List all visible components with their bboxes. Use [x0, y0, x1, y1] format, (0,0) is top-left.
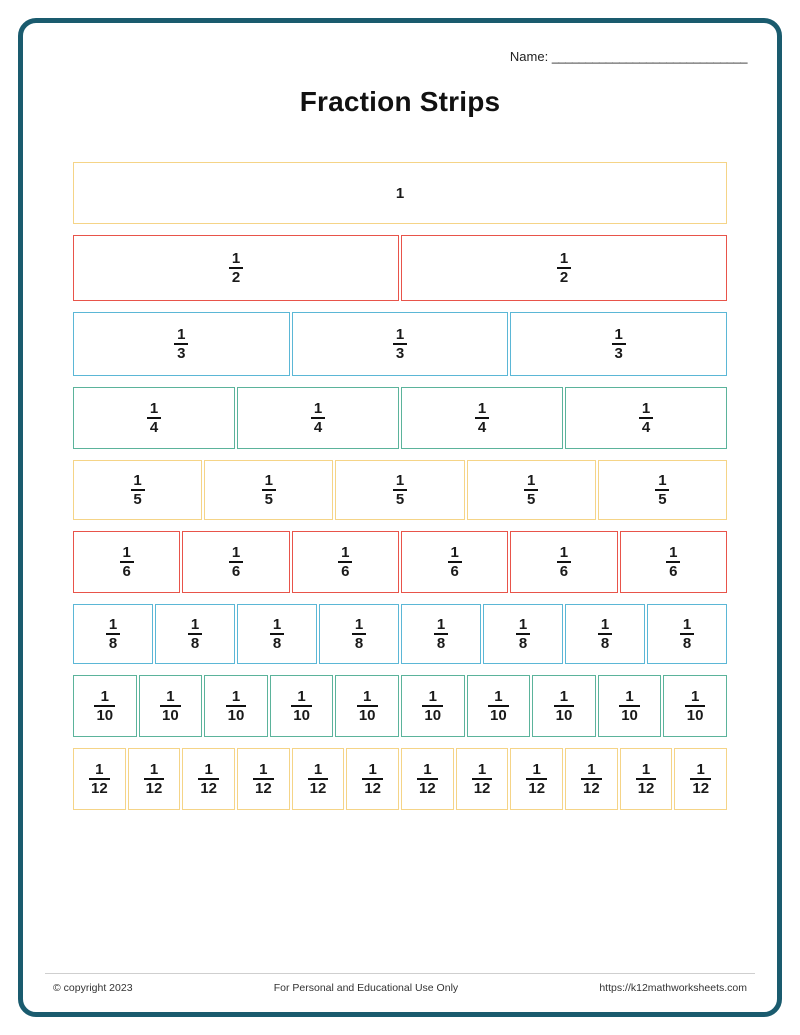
fraction-numerator: 1 [527, 471, 536, 489]
fraction-numerator: 1 [133, 471, 142, 489]
fraction-strip-cell [204, 460, 333, 520]
fraction-strip-cell [73, 235, 399, 301]
fraction-strip-cell [73, 312, 290, 376]
fraction-label [253, 762, 274, 796]
fraction-denominator: 8 [272, 634, 282, 652]
fraction-label [89, 762, 110, 796]
fraction-strip-row [73, 531, 727, 593]
fraction-numerator: 1 [428, 687, 437, 705]
fraction-denominator: 8 [108, 634, 118, 652]
fraction-label [362, 762, 383, 796]
fraction-strip-cell [401, 531, 508, 593]
worksheet-border [18, 18, 782, 1017]
fraction-strip-cell [565, 387, 727, 449]
fraction-strip-cell [565, 748, 618, 810]
fraction-denominator: 10 [424, 706, 442, 724]
fraction-label [131, 473, 145, 507]
fraction-strip-cell [73, 162, 727, 224]
fraction-label [357, 689, 378, 723]
fraction-numerator: 1 [641, 760, 651, 778]
fraction-numerator: 1 [477, 399, 487, 417]
footer-usage-note: For Personal and Educational Use Only [273, 982, 459, 994]
fraction-strip-cell [483, 604, 563, 664]
fraction-denominator: 10 [96, 706, 114, 724]
fraction-strip-cell [292, 748, 345, 810]
fraction-label [636, 762, 657, 796]
fraction-strip-cell [204, 675, 268, 737]
fraction-label [488, 689, 509, 723]
fraction-strip-cell [620, 748, 673, 810]
fraction-denominator: 6 [669, 562, 678, 580]
fraction-strip-row [73, 235, 727, 301]
fraction-denominator: 12 [364, 779, 382, 797]
fraction-strip-row [73, 387, 727, 449]
fraction-denominator: 8 [600, 634, 610, 652]
fraction-label [147, 401, 161, 435]
fraction-strip-cell [270, 675, 334, 737]
fraction-label [680, 617, 694, 651]
fraction-strip-row [73, 748, 727, 810]
fraction-denominator: 12 [583, 779, 600, 797]
fraction-numerator: 1 [341, 543, 350, 561]
fraction-numerator: 1 [204, 760, 213, 778]
fraction-denominator: 8 [682, 634, 692, 652]
fraction-strip-cell [155, 604, 235, 664]
fraction-label [516, 617, 530, 651]
fraction-denominator: 5 [264, 490, 273, 508]
fraction-strip-cell [510, 312, 727, 376]
fraction-strip-row [73, 675, 727, 737]
fraction-label [554, 689, 575, 723]
fraction-denominator: 10 [227, 706, 245, 724]
fraction-label [655, 473, 669, 507]
fraction-numerator: 1 [190, 615, 200, 633]
fraction-numerator: 1 [149, 399, 159, 417]
fraction-strip-cell [237, 387, 399, 449]
fraction-label [229, 251, 243, 285]
fraction-numerator: 1 [231, 687, 241, 705]
fraction-strip-cell [620, 531, 727, 593]
fraction-label [291, 689, 312, 723]
fraction-denominator: 10 [621, 706, 638, 724]
fraction-denominator: 12 [255, 779, 272, 797]
fraction-label [434, 617, 448, 651]
fraction-denominator: 12 [473, 779, 491, 797]
fraction-denominator: 12 [692, 779, 710, 797]
fraction-denominator: 6 [450, 562, 459, 580]
fraction-strip-cell [292, 312, 509, 376]
fraction-strip-cell [319, 604, 399, 664]
fraction-numerator: 1 [477, 760, 487, 778]
whole-label: 1 [395, 184, 405, 202]
fraction-strip-cell [237, 604, 317, 664]
fraction-denominator: 2 [559, 268, 569, 286]
fraction-numerator: 1 [682, 615, 692, 633]
fraction-denominator: 6 [122, 562, 131, 580]
footer-row [45, 982, 755, 994]
fraction-strip-cell [401, 675, 465, 737]
fraction-denominator: 4 [641, 418, 651, 436]
fraction-label [448, 545, 462, 579]
fraction-denominator: 4 [313, 418, 323, 436]
fraction-denominator: 4 [149, 418, 159, 436]
footer-copyright: © copyright 2023 [53, 982, 133, 994]
fraction-denominator: 5 [395, 490, 405, 508]
fraction-numerator: 1 [532, 760, 541, 778]
fraction-label [619, 689, 640, 723]
fraction-numerator: 1 [368, 760, 377, 778]
fraction-numerator: 1 [600, 615, 610, 633]
fraction-strip-cell [401, 235, 727, 301]
fraction-label [639, 401, 653, 435]
fraction-strips-container [45, 162, 755, 810]
footer-url[interactable]: https://k12mathworksheets.com [599, 982, 747, 994]
fraction-label [106, 617, 120, 651]
fraction-label [226, 689, 247, 723]
fraction-strip-cell [467, 460, 596, 520]
name-field-row [45, 23, 755, 64]
fraction-denominator: 10 [162, 706, 179, 724]
fraction-numerator: 1 [658, 471, 667, 489]
fraction-numerator: 1 [313, 399, 323, 417]
fraction-numerator: 1 [587, 760, 596, 778]
fraction-denominator: 12 [309, 779, 327, 797]
fraction-numerator: 1 [450, 543, 459, 561]
fraction-label [94, 689, 115, 723]
fraction-numerator: 1 [614, 325, 623, 343]
fraction-label [475, 401, 489, 435]
fraction-strip-cell [346, 748, 399, 810]
fraction-numerator: 1 [259, 760, 268, 778]
fraction-numerator: 1 [395, 325, 405, 343]
fraction-label [557, 251, 571, 285]
fraction-label [311, 401, 325, 435]
fraction-denominator: 12 [90, 779, 108, 797]
fraction-denominator: 10 [293, 706, 310, 724]
fraction-denominator: 8 [354, 634, 364, 652]
fraction-strip-cell [401, 604, 481, 664]
fraction-numerator: 1 [363, 687, 372, 705]
fraction-strip-cell [401, 387, 563, 449]
fraction-numerator: 1 [559, 687, 569, 705]
fraction-label [417, 762, 438, 796]
fraction-strip-cell [467, 675, 531, 737]
fraction-strip-cell [73, 460, 202, 520]
fraction-strip-cell [73, 675, 137, 737]
fraction-numerator: 1 [166, 687, 175, 705]
fraction-strip-cell [73, 531, 180, 593]
fraction-label [262, 473, 276, 507]
fraction-label [188, 617, 202, 651]
fraction-label [160, 689, 181, 723]
fraction-strip-cell [565, 604, 645, 664]
fraction-label [308, 762, 329, 796]
fraction-label [270, 617, 284, 651]
fraction-strip-cell [128, 748, 181, 810]
name-label: Name: [509, 49, 552, 64]
fraction-denominator: 6 [559, 562, 569, 580]
fraction-denominator: 5 [133, 490, 142, 508]
fraction-denominator: 6 [231, 562, 241, 580]
fraction-strip-cell [139, 675, 203, 737]
fraction-label [690, 762, 711, 796]
fraction-strip-cell [674, 748, 727, 810]
fraction-denominator: 8 [518, 634, 528, 652]
fraction-denominator: 10 [490, 706, 507, 724]
fraction-numerator: 1 [231, 249, 241, 267]
fraction-denominator: 3 [395, 344, 405, 362]
fraction-strip-row [73, 460, 727, 520]
fraction-numerator: 1 [395, 471, 405, 489]
fraction-numerator: 1 [690, 687, 700, 705]
fraction-numerator: 1 [696, 760, 705, 778]
fraction-numerator: 1 [559, 543, 569, 561]
fraction-label [422, 689, 443, 723]
fraction-strip-row [73, 162, 727, 224]
fraction-strip-cell [335, 675, 399, 737]
fraction-strip-row [73, 312, 727, 376]
fraction-label [393, 473, 407, 507]
fraction-denominator: 12 [528, 779, 546, 797]
fraction-strip-cell [510, 748, 563, 810]
fraction-numerator: 1 [625, 687, 634, 705]
fraction-strip-row [73, 604, 727, 664]
fraction-numerator: 1 [518, 615, 528, 633]
fraction-label [685, 689, 706, 723]
fraction-numerator: 1 [436, 615, 446, 633]
fraction-strip-cell [237, 748, 290, 810]
fraction-denominator: 10 [686, 706, 704, 724]
fraction-denominator: 6 [341, 562, 350, 580]
fraction-strip-cell [532, 675, 596, 737]
fraction-denominator: 3 [177, 344, 186, 362]
fraction-label [174, 327, 188, 361]
fraction-denominator: 10 [358, 706, 376, 724]
fraction-numerator: 1 [177, 325, 186, 343]
fraction-label [144, 762, 165, 796]
fraction-denominator: 12 [200, 779, 218, 797]
fraction-strip-cell [663, 675, 727, 737]
fraction-numerator: 1 [264, 471, 273, 489]
fraction-numerator: 1 [313, 760, 323, 778]
fraction-numerator: 1 [297, 687, 306, 705]
fraction-numerator: 1 [100, 687, 109, 705]
fraction-numerator: 1 [272, 615, 282, 633]
fraction-strip-cell [335, 460, 464, 520]
fraction-numerator: 1 [231, 543, 241, 561]
fraction-strip-cell [73, 387, 235, 449]
fraction-strip-cell [73, 748, 126, 810]
fraction-label [120, 545, 134, 579]
fraction-strip-cell [73, 604, 153, 664]
fraction-denominator: 4 [477, 418, 487, 436]
fraction-numerator: 1 [122, 543, 131, 561]
fraction-denominator: 2 [231, 268, 241, 286]
fraction-strip-cell [401, 748, 454, 810]
fraction-numerator: 1 [108, 615, 118, 633]
fraction-numerator: 1 [354, 615, 364, 633]
fraction-denominator: 5 [527, 490, 536, 508]
fraction-label [581, 762, 602, 796]
fraction-label [198, 762, 219, 796]
page-title: Fraction Strips [299, 86, 501, 117]
fraction-label [612, 327, 626, 361]
fraction-label [393, 327, 407, 361]
fraction-label [352, 617, 366, 651]
fraction-label [472, 762, 493, 796]
fraction-label [598, 617, 612, 651]
fraction-strip-cell [182, 531, 289, 593]
fraction-denominator: 12 [637, 779, 655, 797]
fraction-numerator: 1 [494, 687, 503, 705]
fraction-strip-cell [456, 748, 509, 810]
fraction-numerator: 1 [669, 543, 678, 561]
fraction-numerator: 1 [149, 760, 159, 778]
name-blank-line: _____________________________ [551, 49, 747, 64]
fraction-denominator: 5 [658, 490, 667, 508]
footer-divider [45, 973, 755, 974]
fraction-denominator: 10 [555, 706, 573, 724]
fraction-denominator: 8 [436, 634, 446, 652]
fraction-denominator: 12 [145, 779, 163, 797]
fraction-label [524, 473, 538, 507]
fraction-numerator: 1 [559, 249, 569, 267]
fraction-numerator: 1 [641, 399, 651, 417]
fraction-strip-cell [510, 531, 617, 593]
fraction-numerator: 1 [423, 760, 432, 778]
fraction-label [526, 762, 547, 796]
fraction-label [666, 545, 680, 579]
fraction-label [557, 545, 571, 579]
fraction-strip-cell [292, 531, 399, 593]
fraction-denominator: 8 [190, 634, 200, 652]
fraction-numerator: 1 [95, 760, 104, 778]
fraction-denominator: 12 [419, 779, 436, 797]
page-footer [45, 973, 755, 994]
fraction-strip-cell [182, 748, 235, 810]
fraction-strip-cell [598, 675, 662, 737]
fraction-label [338, 545, 352, 579]
fraction-label [229, 545, 243, 579]
fraction-denominator: 3 [614, 344, 623, 362]
fraction-strip-cell [647, 604, 727, 664]
fraction-strip-cell [598, 460, 727, 520]
